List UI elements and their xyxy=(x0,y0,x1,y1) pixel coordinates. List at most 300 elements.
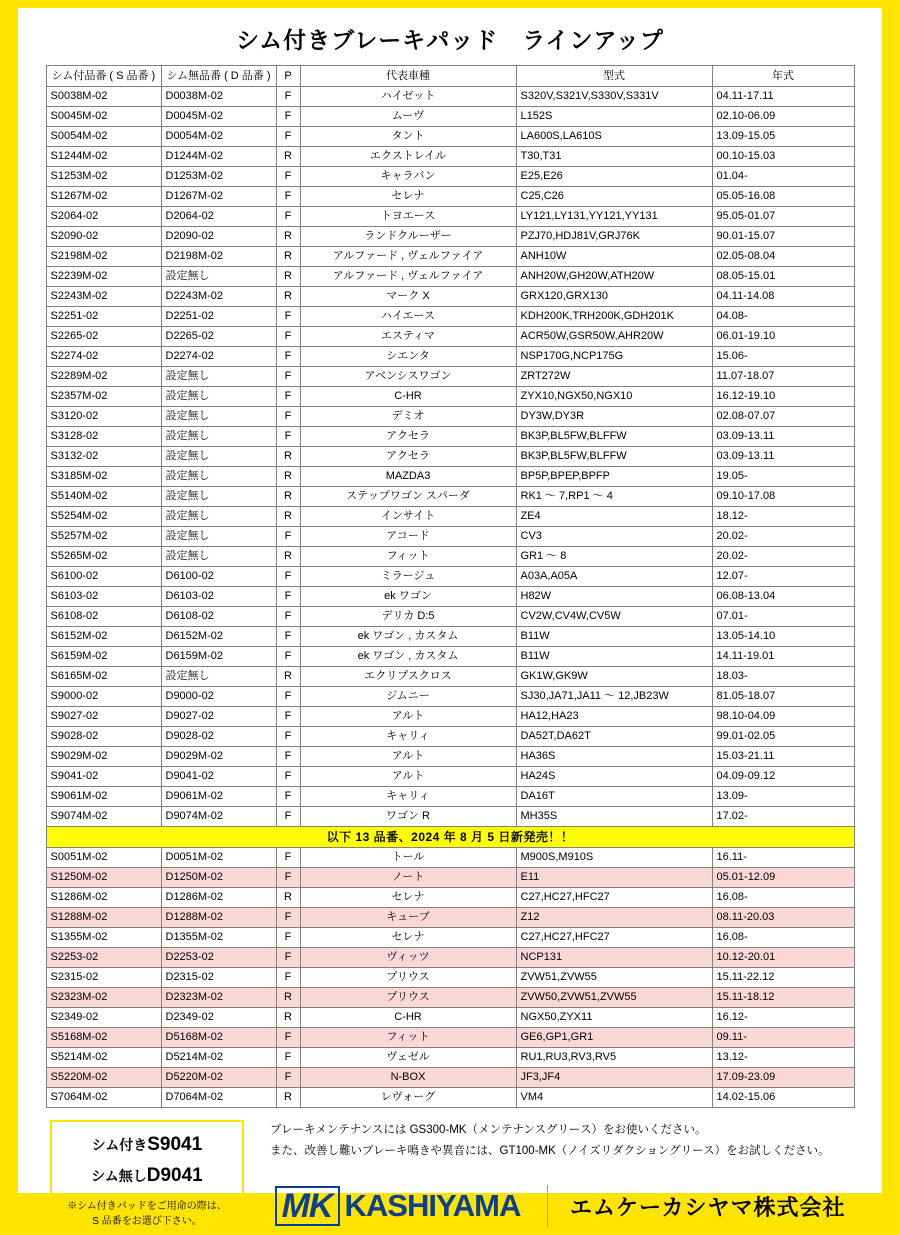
cell-model-code: ZYX10,NGX50,NGX10 xyxy=(516,387,712,407)
cell-model-code: NCP131 xyxy=(516,948,712,968)
cell-vehicle: アクセラ xyxy=(300,447,516,467)
cell-position: F xyxy=(276,427,300,447)
cell-model-code: CV2W,CV4W,CV5W xyxy=(516,607,712,627)
cell-year: 04.11-17.11 xyxy=(712,87,854,107)
cell-vehicle: アルト xyxy=(300,707,516,727)
cell-noshim-part: D1288M-02 xyxy=(161,908,276,928)
cell-noshim-part: D9028-02 xyxy=(161,727,276,747)
cell-vehicle: ワゴン R xyxy=(300,807,516,827)
table-row xyxy=(46,787,854,807)
cell-position: R xyxy=(276,1088,300,1108)
table-row xyxy=(46,807,854,827)
cell-noshim-part: 設定無し xyxy=(161,367,276,387)
cell-position: R xyxy=(276,467,300,487)
cell-position: F xyxy=(276,1068,300,1088)
cell-shim-part: S6159M-02 xyxy=(46,647,161,667)
cell-position: F xyxy=(276,527,300,547)
cell-shim-part: S6108-02 xyxy=(46,607,161,627)
cell-year: 04.09-09.12 xyxy=(712,767,854,787)
cell-noshim-part: D5214M-02 xyxy=(161,1048,276,1068)
column-header-model-code: 型式 xyxy=(516,66,712,87)
table-row xyxy=(46,547,854,567)
cell-position: R xyxy=(276,147,300,167)
cell-shim-part: S1288M-02 xyxy=(46,908,161,928)
cell-model-code: C27,HC27,HFC27 xyxy=(516,928,712,948)
table-row xyxy=(46,407,854,427)
cell-noshim-part: D2323M-02 xyxy=(161,988,276,1008)
cell-year: 14.02-15.06 xyxy=(712,1088,854,1108)
cell-year: 81.05-18.07 xyxy=(712,687,854,707)
cell-model-code: RK1 〜 7,RP1 〜 4 xyxy=(516,487,712,507)
cell-year: 09.10-17.08 xyxy=(712,487,854,507)
cell-shim-part: S2265-02 xyxy=(46,327,161,347)
cell-vehicle: トール xyxy=(300,848,516,868)
cell-shim-part: S7064M-02 xyxy=(46,1088,161,1108)
cell-vehicle: ヴィッツ xyxy=(300,948,516,968)
cell-vehicle: アルファード , ヴェルファイア xyxy=(300,267,516,287)
cell-position: F xyxy=(276,607,300,627)
cell-position: F xyxy=(276,848,300,868)
cell-vehicle: デリカ D:5 xyxy=(300,607,516,627)
cell-vehicle: アルト xyxy=(300,767,516,787)
cell-vehicle: フィット xyxy=(300,1028,516,1048)
cell-year: 08.05-15.01 xyxy=(712,267,854,287)
table-row xyxy=(46,507,854,527)
cell-position: R xyxy=(276,287,300,307)
cell-year: 17.09-23.09 xyxy=(712,1068,854,1088)
cell-noshim-part: 設定無し xyxy=(161,407,276,427)
column-header-position: P xyxy=(276,66,300,87)
cell-model-code: DA52T,DA62T xyxy=(516,727,712,747)
table-row xyxy=(46,367,854,387)
cell-year: 09.11- xyxy=(712,1028,854,1048)
cell-noshim-part: D0045M-02 xyxy=(161,107,276,127)
cell-shim-part: S9027-02 xyxy=(46,707,161,727)
cell-noshim-part: D2198M-02 xyxy=(161,247,276,267)
cell-year: 19.05- xyxy=(712,467,854,487)
cell-position: F xyxy=(276,787,300,807)
cell-shim-part: S2253-02 xyxy=(46,948,161,968)
cell-noshim-part: D6100-02 xyxy=(161,567,276,587)
cell-model-code: E25,E26 xyxy=(516,167,712,187)
cell-noshim-part: D1355M-02 xyxy=(161,928,276,948)
cell-vehicle: レヴォーグ xyxy=(300,1088,516,1108)
cell-shim-part: S9074M-02 xyxy=(46,807,161,827)
cell-noshim-part: D0054M-02 xyxy=(161,127,276,147)
cell-year: 05.05-16.08 xyxy=(712,187,854,207)
cell-model-code: GK1W,GK9W xyxy=(516,667,712,687)
cell-vehicle: エクストレイル xyxy=(300,147,516,167)
cell-shim-part: S9061M-02 xyxy=(46,787,161,807)
cell-noshim-part: 設定無し xyxy=(161,427,276,447)
cell-model-code: LA600S,LA610S xyxy=(516,127,712,147)
note-noshim-line xyxy=(52,1165,242,1187)
cell-position: R xyxy=(276,507,300,527)
cell-vehicle: C-HR xyxy=(300,1008,516,1028)
cell-position: R xyxy=(276,888,300,908)
cell-noshim-part: D9000-02 xyxy=(161,687,276,707)
cell-vehicle: ek ワゴン , カスタム xyxy=(300,627,516,647)
cell-shim-part: S2323M-02 xyxy=(46,988,161,1008)
cell-vehicle: アベンシスワゴン xyxy=(300,367,516,387)
table-row xyxy=(46,347,854,367)
cell-year: 12.07- xyxy=(712,567,854,587)
cell-year: 06.08-13.04 xyxy=(712,587,854,607)
table-row xyxy=(46,247,854,267)
cell-noshim-part: D2064-02 xyxy=(161,207,276,227)
cell-noshim-part: D6108-02 xyxy=(161,607,276,627)
cell-year: 90.01-15.07 xyxy=(712,227,854,247)
new-release-notice-row xyxy=(46,827,854,848)
cell-year: 01.04- xyxy=(712,167,854,187)
table-row xyxy=(46,707,854,727)
footer-right xyxy=(270,1120,850,1232)
cell-shim-part: S5168M-02 xyxy=(46,1028,161,1048)
table-row xyxy=(46,767,854,787)
note-noshim-code: D9041 xyxy=(146,1165,203,1186)
cell-position: R xyxy=(276,227,300,247)
cell-year: 03.09-13.11 xyxy=(712,427,854,447)
table-body xyxy=(46,87,854,1108)
table-row xyxy=(46,948,854,968)
cell-model-code: ZRT272W xyxy=(516,367,712,387)
cell-year: 16.12- xyxy=(712,1008,854,1028)
cell-model-code: HA36S xyxy=(516,747,712,767)
cell-year: 16.12-19.10 xyxy=(712,387,854,407)
table-row xyxy=(46,968,854,988)
cell-noshim-part: D1286M-02 xyxy=(161,888,276,908)
table-row xyxy=(46,567,854,587)
cell-year: 02.08-07.07 xyxy=(712,407,854,427)
cell-shim-part: S2289M-02 xyxy=(46,367,161,387)
table-row xyxy=(46,327,854,347)
cell-model-code: A03A,A05A xyxy=(516,567,712,587)
cell-noshim-part: 設定無し xyxy=(161,387,276,407)
cell-model-code: JF3,JF4 xyxy=(516,1068,712,1088)
note-caution-line2: S 品番をお選び下さい。 xyxy=(92,1216,202,1227)
mk-mark-icon: MK xyxy=(275,1186,340,1226)
cell-model-code: GR1 〜 8 xyxy=(516,547,712,567)
part-number-note-box xyxy=(50,1120,244,1228)
cell-position: F xyxy=(276,868,300,888)
cell-noshim-part: D1244M-02 xyxy=(161,147,276,167)
table-row xyxy=(46,387,854,407)
cell-noshim-part: 設定無し xyxy=(161,447,276,467)
cell-model-code: BK3P,BL5FW,BLFFW xyxy=(516,447,712,467)
cell-position: R xyxy=(276,667,300,687)
table-row xyxy=(46,988,854,1008)
footer xyxy=(18,1120,882,1235)
cell-model-code: B11W xyxy=(516,647,712,667)
cell-shim-part: S2239M-02 xyxy=(46,267,161,287)
cell-model-code: ZVW50,ZVW51,ZVW55 xyxy=(516,988,712,1008)
table-row xyxy=(46,687,854,707)
cell-position: F xyxy=(276,567,300,587)
cell-position: F xyxy=(276,407,300,427)
cell-position: F xyxy=(276,707,300,727)
cell-vehicle: ミラージュ xyxy=(300,567,516,587)
table-header-row xyxy=(46,66,854,87)
cell-vehicle: トヨエース xyxy=(300,207,516,227)
cell-position: R xyxy=(276,267,300,287)
cell-shim-part: S1250M-02 xyxy=(46,868,161,888)
cell-vehicle: ジムニー xyxy=(300,687,516,707)
cell-year: 07.01- xyxy=(712,607,854,627)
table-row xyxy=(46,587,854,607)
cell-year: 18.03- xyxy=(712,667,854,687)
column-header-noshim-part: シム無品番 ( D 品番 ) xyxy=(161,66,276,87)
cell-noshim-part: 設定無し xyxy=(161,527,276,547)
cell-year: 05.01-12.09 xyxy=(712,868,854,888)
cell-shim-part: S6152M-02 xyxy=(46,627,161,647)
cell-position: F xyxy=(276,107,300,127)
cell-position: F xyxy=(276,87,300,107)
cell-shim-part: S2274-02 xyxy=(46,347,161,367)
note-noshim-label: シム無し xyxy=(91,1168,147,1184)
cell-shim-part: S2315-02 xyxy=(46,968,161,988)
cell-position: R xyxy=(276,447,300,467)
cell-vehicle: アクセラ xyxy=(300,427,516,447)
table-row xyxy=(46,727,854,747)
cell-shim-part: S9028-02 xyxy=(46,727,161,747)
cell-shim-part: S6165M-02 xyxy=(46,667,161,687)
cell-model-code: NGX50,ZYX11 xyxy=(516,1008,712,1028)
table-row xyxy=(46,848,854,868)
kashiyama-logo xyxy=(270,1186,525,1226)
cell-year: 16.11- xyxy=(712,848,854,868)
cell-position: F xyxy=(276,207,300,227)
cell-noshim-part: D1267M-02 xyxy=(161,187,276,207)
cell-noshim-part: D2265-02 xyxy=(161,327,276,347)
cell-vehicle: ek ワゴン , カスタム xyxy=(300,647,516,667)
cell-position: R xyxy=(276,547,300,567)
cell-vehicle: ハイゼット xyxy=(300,87,516,107)
table-row xyxy=(46,667,854,687)
cell-noshim-part: D2090-02 xyxy=(161,227,276,247)
maintenance-message-line2: また、改善し難いブレーキ鳴きや異音には、GT100-MK（ノイズリダクショングリース）をお試しください。 xyxy=(270,1145,830,1157)
cell-shim-part: S5257M-02 xyxy=(46,527,161,547)
cell-shim-part: S2090-02 xyxy=(46,227,161,247)
cell-vehicle: キャリィ xyxy=(300,787,516,807)
cell-model-code: H82W xyxy=(516,587,712,607)
brand-row xyxy=(270,1180,850,1232)
cell-year: 02.10-06.09 xyxy=(712,107,854,127)
cell-model-code: HA24S xyxy=(516,767,712,787)
cell-shim-part: S2243M-02 xyxy=(46,287,161,307)
table-row xyxy=(46,87,854,107)
cell-vehicle: プリウス xyxy=(300,988,516,1008)
cell-position: F xyxy=(276,647,300,667)
table-row xyxy=(46,427,854,447)
table-row xyxy=(46,527,854,547)
table-row xyxy=(46,1048,854,1068)
table-row xyxy=(46,1068,854,1088)
cell-vehicle: MAZDA3 xyxy=(300,467,516,487)
cell-position: F xyxy=(276,587,300,607)
table-row xyxy=(46,1088,854,1108)
table-row xyxy=(46,307,854,327)
cell-vehicle: キューブ xyxy=(300,908,516,928)
cell-year: 15.11-22.12 xyxy=(712,968,854,988)
cell-position: F xyxy=(276,767,300,787)
cell-position: R xyxy=(276,1008,300,1028)
cell-model-code: ANH10W xyxy=(516,247,712,267)
cell-position: F xyxy=(276,187,300,207)
cell-noshim-part: 設定無し xyxy=(161,467,276,487)
cell-vehicle: アルト xyxy=(300,747,516,767)
cell-noshim-part: D9029M-02 xyxy=(161,747,276,767)
cell-year: 15.03-21.11 xyxy=(712,747,854,767)
cell-model-code: E11 xyxy=(516,868,712,888)
cell-model-code: ANH20W,GH20W,ATH20W xyxy=(516,267,712,287)
table-row xyxy=(46,747,854,767)
cell-position: F xyxy=(276,347,300,367)
cell-shim-part: S1267M-02 xyxy=(46,187,161,207)
note-caution-line1: ※シム付きパッドをご用命の際は、 xyxy=(67,1201,227,1212)
cell-model-code: SJ30,JA71,JA11 〜 12,JB23W xyxy=(516,687,712,707)
cell-shim-part: S9000-02 xyxy=(46,687,161,707)
cell-vehicle: ek ワゴン xyxy=(300,587,516,607)
cell-noshim-part: D6103-02 xyxy=(161,587,276,607)
cell-noshim-part: D5220M-02 xyxy=(161,1068,276,1088)
cell-position: R xyxy=(276,247,300,267)
cell-shim-part: S9029M-02 xyxy=(46,747,161,767)
cell-shim-part: S2357M-02 xyxy=(46,387,161,407)
cell-model-code: HA12,HA23 xyxy=(516,707,712,727)
cell-vehicle: セレナ xyxy=(300,928,516,948)
cell-model-code: MH35S xyxy=(516,807,712,827)
cell-year: 13.09-15.05 xyxy=(712,127,854,147)
cell-year: 16.08- xyxy=(712,888,854,908)
cell-year: 17.02- xyxy=(712,807,854,827)
note-shim-line xyxy=(52,1134,242,1156)
cell-year: 18.12- xyxy=(712,507,854,527)
cell-year: 02.05-08.04 xyxy=(712,247,854,267)
cell-noshim-part: D1253M-02 xyxy=(161,167,276,187)
cell-vehicle: ノート xyxy=(300,868,516,888)
cell-year: 15.11-18.12 xyxy=(712,988,854,1008)
cell-shim-part: S1244M-02 xyxy=(46,147,161,167)
cell-model-code: RU1,RU3,RV3,RV5 xyxy=(516,1048,712,1068)
cell-position: F xyxy=(276,968,300,988)
cell-vehicle: デミオ xyxy=(300,407,516,427)
cell-shim-part: S0038M-02 xyxy=(46,87,161,107)
table-row xyxy=(46,447,854,467)
cell-model-code: C25,C26 xyxy=(516,187,712,207)
cell-model-code: LY121,LY131,YY121,YY131 xyxy=(516,207,712,227)
table-row xyxy=(46,1028,854,1048)
table-row xyxy=(46,187,854,207)
cell-noshim-part: D9027-02 xyxy=(161,707,276,727)
cell-noshim-part: D6152M-02 xyxy=(161,627,276,647)
table-row xyxy=(46,467,854,487)
cell-position: F xyxy=(276,387,300,407)
cell-shim-part: S1253M-02 xyxy=(46,167,161,187)
cell-shim-part: S2198M-02 xyxy=(46,247,161,267)
cell-shim-part: S0051M-02 xyxy=(46,848,161,868)
cell-noshim-part: 設定無し xyxy=(161,267,276,287)
maintenance-message-line1: ブレーキメンテナンスには GS300-MK（メンテナンスグリース）をお使いください。 xyxy=(270,1124,707,1136)
cell-position: F xyxy=(276,727,300,747)
cell-model-code: NSP170G,NCP175G xyxy=(516,347,712,367)
cell-year: 20.02- xyxy=(712,527,854,547)
cell-shim-part: S1286M-02 xyxy=(46,888,161,908)
table-row xyxy=(46,107,854,127)
cell-noshim-part: D9074M-02 xyxy=(161,807,276,827)
cell-shim-part: S0045M-02 xyxy=(46,107,161,127)
cell-vehicle: ヴェゼル xyxy=(300,1048,516,1068)
cell-model-code: CV3 xyxy=(516,527,712,547)
cell-noshim-part: D2315-02 xyxy=(161,968,276,988)
cell-vehicle: C-HR xyxy=(300,387,516,407)
cell-position: F xyxy=(276,807,300,827)
table-row xyxy=(46,1008,854,1028)
cell-year: 16.08- xyxy=(712,928,854,948)
cell-position: F xyxy=(276,908,300,928)
cell-shim-part: S1355M-02 xyxy=(46,928,161,948)
divider xyxy=(547,1185,548,1227)
cell-vehicle: エスティマ xyxy=(300,327,516,347)
cell-model-code: GE6,GP1,GR1 xyxy=(516,1028,712,1048)
cell-noshim-part: 設定無し xyxy=(161,507,276,527)
note-shim-code: S9041 xyxy=(147,1134,203,1155)
cell-vehicle: ステップワゴン スパーダ xyxy=(300,487,516,507)
cell-model-code: ACR50W,GSR50W,AHR20W xyxy=(516,327,712,347)
cell-year: 14.11-19.01 xyxy=(712,647,854,667)
cell-noshim-part: D0038M-02 xyxy=(161,87,276,107)
note-caution xyxy=(52,1199,242,1229)
cell-model-code: Z12 xyxy=(516,908,712,928)
cell-vehicle: セレナ xyxy=(300,888,516,908)
table-row xyxy=(46,207,854,227)
table-row xyxy=(46,908,854,928)
cell-model-code: KDH200K,TRH200K,GDH201K xyxy=(516,307,712,327)
cell-shim-part: S5140M-02 xyxy=(46,487,161,507)
table-row xyxy=(46,888,854,908)
table-row xyxy=(46,227,854,247)
cell-position: F xyxy=(276,948,300,968)
cell-vehicle: アコード xyxy=(300,527,516,547)
cell-noshim-part: 設定無し xyxy=(161,667,276,687)
table-row xyxy=(46,868,854,888)
cell-noshim-part: D7064M-02 xyxy=(161,1088,276,1108)
page-title: シム付きブレーキパッド ラインアップ xyxy=(236,27,664,53)
cell-noshim-part: 設定無し xyxy=(161,487,276,507)
cell-vehicle: エクリプスクロス xyxy=(300,667,516,687)
cell-shim-part: S5265M-02 xyxy=(46,547,161,567)
table-row xyxy=(46,647,854,667)
cell-noshim-part: D2243M-02 xyxy=(161,287,276,307)
cell-position: R xyxy=(276,487,300,507)
cell-noshim-part: D2253-02 xyxy=(161,948,276,968)
column-header-vehicle: 代表車種 xyxy=(300,66,516,87)
cell-shim-part: S5214M-02 xyxy=(46,1048,161,1068)
cell-shim-part: S6103-02 xyxy=(46,587,161,607)
cell-vehicle: アルファード , ヴェルファイア xyxy=(300,247,516,267)
cell-year: 95.05-01.07 xyxy=(712,207,854,227)
column-header-shim-part: シム付品番 ( S 品番 ) xyxy=(46,66,161,87)
cell-vehicle: キャラバン xyxy=(300,167,516,187)
cell-position: F xyxy=(276,127,300,147)
cell-position: R xyxy=(276,988,300,1008)
cell-vehicle: タント xyxy=(300,127,516,147)
cell-position: F xyxy=(276,167,300,187)
cell-year: 03.09-13.11 xyxy=(712,447,854,467)
cell-position: F xyxy=(276,327,300,347)
cell-noshim-part: D2349-02 xyxy=(161,1008,276,1028)
cell-vehicle: プリウス xyxy=(300,968,516,988)
table-row xyxy=(46,928,854,948)
